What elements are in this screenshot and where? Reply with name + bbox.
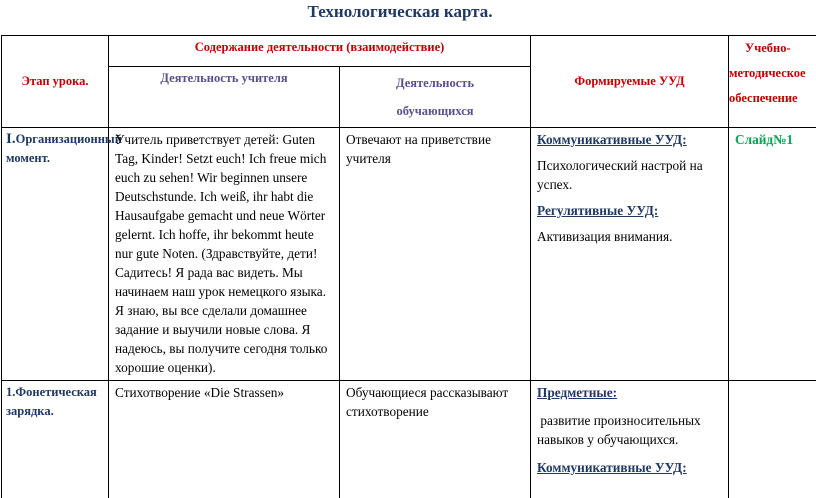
header-uud-label: Формируемые УУД: [574, 74, 685, 88]
page-title: Технологическая карта.: [307, 2, 493, 21]
header-stage: [2, 36, 109, 128]
resource-cell: [729, 381, 816, 498]
stage-number: I.: [6, 131, 16, 147]
resource-cell: [729, 128, 816, 381]
header-resources-line2: методическое: [729, 66, 806, 80]
header-resources-line3: обеспечение: [729, 91, 798, 105]
table-row: [2, 128, 816, 381]
header-resources: [729, 36, 816, 128]
header-row-1: [2, 36, 816, 67]
teacher-activity-cell: [109, 381, 340, 498]
student-activity-cell: [340, 381, 531, 498]
uud-title: Коммуникативные УУД:: [537, 132, 687, 147]
uud-text: Психологический настрой на успех.: [537, 158, 703, 192]
slide-label: Слайд№1: [735, 132, 794, 147]
table-row: [2, 381, 816, 498]
uud-title: Регулятивные УУД:: [537, 203, 659, 218]
header-resources-line1: Учебно-: [745, 41, 791, 55]
stage-name: Организационный момент.: [6, 132, 122, 165]
header-students-line1: Деятельность: [395, 76, 475, 90]
tech-card-table: [1, 35, 816, 498]
header-stage-label: Этап урока.: [21, 74, 89, 88]
student-activity-text: Отвечают на приветствие учителя: [346, 132, 491, 166]
header-uud: [531, 36, 729, 128]
teacher-activity-text: Стихотворение «Die Strassen»: [115, 385, 285, 400]
stage-cell: [2, 381, 109, 498]
uud-title: Коммуникативные УУД:: [537, 460, 687, 475]
teacher-activity-cell: [109, 128, 340, 381]
stage-number: 1.: [6, 385, 16, 399]
stage-name: Фонетическая зарядка.: [6, 385, 97, 418]
teacher-activity-text: Учитель приветствует детей: Guten Tag, Kinder! Setzt euch! Ich freue mich euch zu sehen! Wir beginnen unsere Deutschstunde. Ich weiß, ihr habt die Hausaufgabe gemacht und neue Wörter gelernt. Ich hoffe, ihr bekommt heute nur gute Noten. (Здравствуйте, дети! Садитесь! Я рада вас видеть. Мы начинаем наш урок немецкого языка. Я знаю, вы все сделали домашнее задание и выучили новые слова. Я надеюсь, вы получите сегодня только хорошие оценки).: [115, 132, 328, 375]
uud-cell: [531, 381, 729, 498]
uud-title: Предметные:: [537, 385, 618, 400]
header-teacher: [109, 67, 340, 128]
uud-cell: [531, 128, 729, 381]
header-content: [109, 36, 531, 67]
header-students-line2: обучающихся: [396, 104, 474, 118]
uud-text: развитие произносительных навыков у обучающихся.: [537, 413, 705, 447]
student-activity-cell: [340, 128, 531, 381]
student-activity-text: Обучающиеся рассказывают стихотворение: [346, 385, 509, 419]
uud-text: Активизация внимания.: [537, 229, 673, 244]
stage-cell: [2, 128, 122, 381]
header-content-label: Содержание деятельности (взаимодействие): [194, 40, 445, 54]
header-teacher-label: Деятельность учителя: [160, 71, 288, 85]
header-students: [340, 67, 531, 128]
tech-card-frame: [0, 35, 816, 498]
